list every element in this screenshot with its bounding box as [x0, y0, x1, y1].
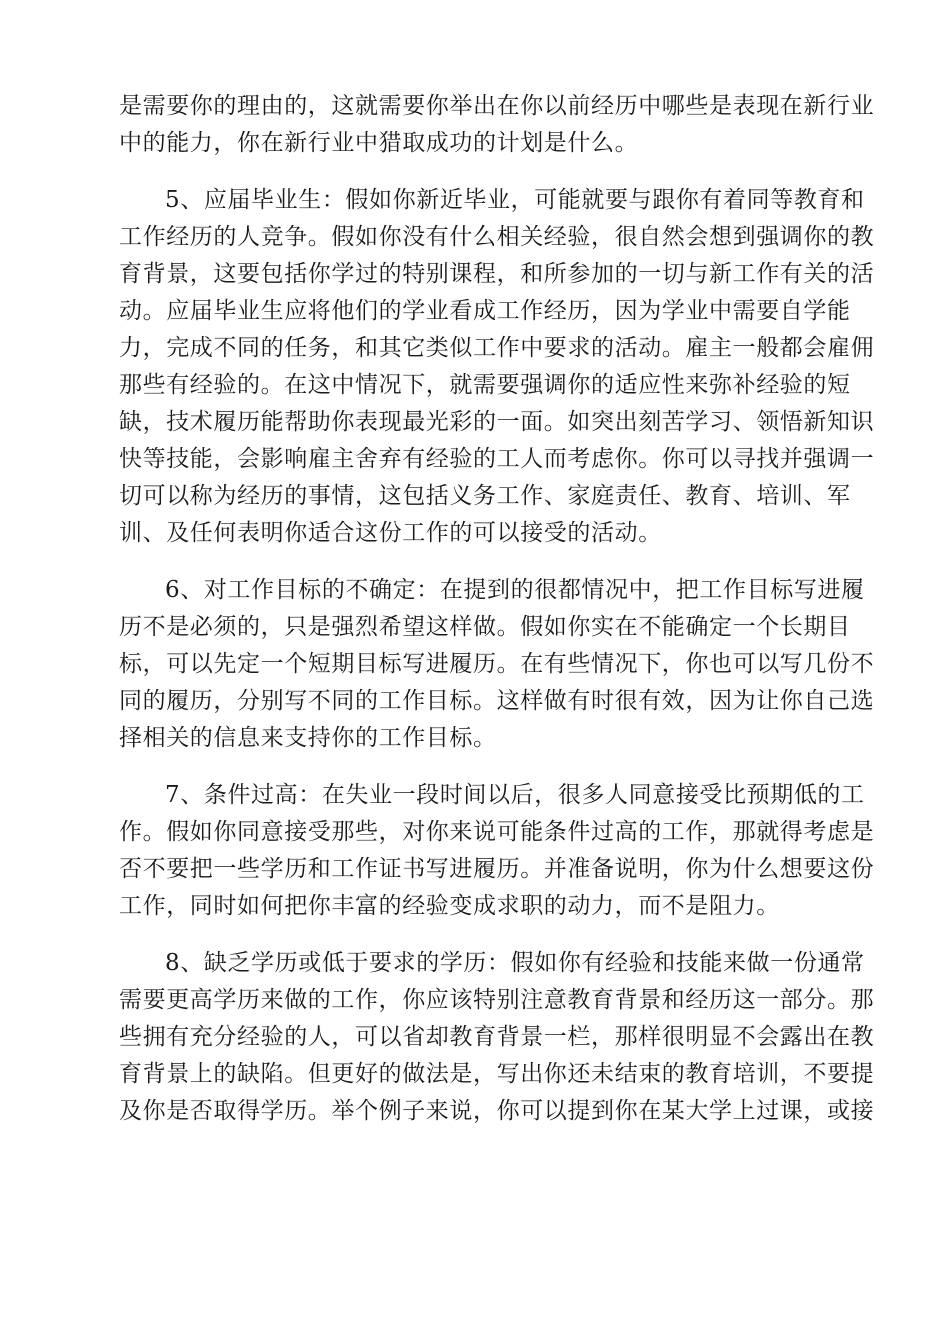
- text-line: 缺，技术履历能帮助你表现最光彩的一面。如突出刻苦学习、领悟新知识: [119, 409, 875, 435]
- paragraph-uncertain-goal: [119, 572, 875, 757]
- text-line: 快等技能，会影响雇主舍弃有经验的工人而考虑你。你可以寻找并强调一: [119, 446, 875, 472]
- text-line: 些拥有充分经验的人，可以省却教育背景一栏，那样很明显不会露出在教: [119, 1024, 875, 1050]
- paragraph-lacking-degree: [119, 945, 875, 1130]
- text-line: 需要更高学历来做的工作，你应该特别注意教育背景和经历这一部分。那: [119, 987, 875, 1013]
- text-line: 标，可以先定一个短期目标写进履历。在有些情况下，你也可以写几份不: [119, 651, 875, 677]
- text-line: 历不是必须的，只是强烈希望这样做。假如你实在不能确定一个长期目: [119, 614, 851, 640]
- text-line: 切可以称为经历的事情，这包括义务工作、家庭责任、教育、培训、军: [119, 483, 851, 509]
- text-line: 及你是否取得学历。举个例子来说，你可以提到你在某大学上过课，或接: [119, 1098, 875, 1124]
- text-line: 6、对工作目标的不确定：在提到的很都情况中，把工作目标写进履: [165, 577, 865, 603]
- text-line: 8、缺乏学历或低于要求的学历：假如你有经验和技能来做一份通常: [165, 950, 865, 976]
- paragraph-graduates: [119, 182, 875, 552]
- text-line: 力，完成不同的任务，和其它类似工作中要求的活动。雇主一般都会雇佣: [119, 335, 875, 361]
- text-line: 7、条件过高：在失业一段时间以后，很多人同意接受比预期低的工: [165, 782, 865, 808]
- text-line: 育背景，这要包括你学过的特别课程，和所参加的一切与新工作有关的活: [119, 261, 875, 287]
- text-line: 那些有经验的。在这中情况下，就需要强调你的适应性来弥补经验的短: [119, 372, 851, 398]
- text-line: 工作，同时如何把你丰富的经验变成求职的动力，而不是阻力。: [119, 893, 780, 919]
- text-line: 训、及任何表明你适合这份工作的可以接受的活动。: [119, 520, 662, 546]
- document-body: [119, 88, 875, 1130]
- text-line: 同的履历，分别写不同的工作目标。这样做有时很有效，因为让你自己选: [119, 688, 875, 714]
- text-line: 育背景上的缺陷。但更好的做法是，写出你还未结束的教育培训，不要提: [119, 1061, 875, 1087]
- text-line: 中的能力，你在新行业中猎取成功的计划是什么。: [119, 130, 639, 156]
- text-line: 5、应届毕业生：假如你新近毕业，可能就要与跟你有着同等教育和: [165, 187, 865, 213]
- text-line: 工作经历的人竞争。假如你没有什么相关经验，很自然会想到强调你的教: [119, 224, 875, 250]
- text-line: 动。应届毕业生应将他们的学业看成工作经历，因为学业中需要自学能: [119, 298, 851, 324]
- text-line: 是需要你的理由的，这就需要你举出在你以前经历中哪些是表现在新行业: [119, 93, 875, 119]
- text-line: 否不要把一些学历和工作证书写进履历。并准备说明，你为什么想要这份: [119, 856, 875, 882]
- paragraph-continuation: [119, 88, 875, 162]
- text-line: 择相关的信息来支持你的工作目标。: [119, 725, 497, 751]
- paragraph-overqualified: [119, 777, 875, 925]
- text-line: 作。假如你同意接受那些，对你来说可能条件过高的工作，那就得考虑是: [119, 819, 875, 845]
